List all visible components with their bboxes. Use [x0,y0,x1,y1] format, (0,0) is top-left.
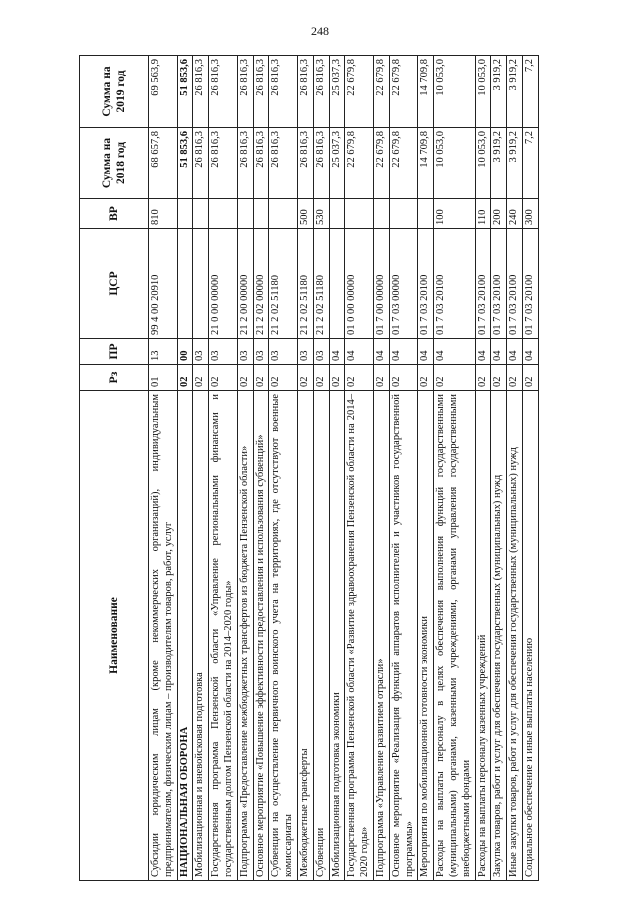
row-name: Субвенции на осуществление первичного воинского учета на территориях, где отсутствуют военные комиссариаты [269,391,298,881]
row-sum-2019: 51 853,6 [177,56,193,128]
row-vr: 110 [475,199,491,229]
header-rz: Рз [80,365,149,391]
row-vr: 100 [434,199,475,229]
rotated-table-container [79,56,591,881]
row-name: Расходы на выплаты персоналу в целях обеспечения выполнения функций государственными (муниципальными) органами, казенными учреждениями, органами управления государственными внебюджетными фондами [434,391,475,881]
row-pr: 03 [209,339,238,365]
table-row [313,56,329,881]
row-sum-2019: 14 709,8 [418,56,434,128]
row-pr: 04 [507,339,523,365]
row-csr: 21 2 02 51180 [269,229,298,339]
row-name: НАЦИОНАЛЬНАЯ ОБОРОНА [177,391,193,881]
row-vr [269,199,298,229]
row-name: Иные закупки товаров, работ и услуг для обеспечения государственных (муниципальных) нужд [507,391,523,881]
row-sum-2019: 26 816,3 [209,56,238,128]
row-sum-2019: 22 679,8 [345,56,374,128]
row-name: Подпрограмма «Управление развитием отрасли» [373,391,389,881]
row-rz: 02 [434,365,475,391]
row-rz: 02 [297,365,313,391]
row-name: Подпрограмма «Предоставление межбюджетных трансфертов из бюджета Пензенской области» [237,391,253,881]
table-row [177,56,193,881]
page-number: 248 [311,24,329,38]
row-vr [418,199,434,229]
header-name: Наименование [80,391,149,881]
row-rz: 02 [507,365,523,391]
table-row [209,56,238,881]
row-name: Мероприятия по мобилизационной готовности экономики [418,391,434,881]
row-vr: 200 [491,199,507,229]
row-vr [253,199,269,229]
table-row [269,56,298,881]
row-sum-2018: 22 679,8 [373,128,389,199]
row-vr: 240 [507,199,523,229]
row-csr: 21 0 00 00000 [209,229,238,339]
row-pr: 04 [345,339,374,365]
row-name: Субвенции [313,391,329,881]
row-vr [193,199,209,229]
budget-table [79,55,539,881]
row-sum-2018: 26 816,3 [209,128,238,199]
row-pr: 03 [269,339,298,365]
row-sum-2019: 26 816,3 [253,56,269,128]
row-csr: 01 0 00 00000 [345,229,374,339]
row-sum-2019: 22 679,8 [373,56,389,128]
row-csr: 01 7 03 20100 [491,229,507,339]
row-pr: 04 [522,339,538,365]
row-rz: 02 [177,365,193,391]
row-sum-2018: 3 919,2 [491,128,507,199]
row-sum-2019: 10 053,0 [475,56,491,128]
row-csr: 21 2 02 51180 [297,229,313,339]
row-name: Основное мероприятие «Повышение эффективности предоставления и использования субвенций» [253,391,269,881]
row-pr: 04 [418,339,434,365]
table-header-row [80,56,149,881]
row-pr: 00 [177,339,193,365]
table-row [297,56,313,881]
row-rz: 02 [418,365,434,391]
row-rz: 02 [269,365,298,391]
row-pr: 04 [434,339,475,365]
row-csr: 21 2 02 00000 [253,229,269,339]
row-csr [193,229,209,339]
table-row [237,56,253,881]
row-csr: 21 2 00 00000 [237,229,253,339]
row-sum-2019: 26 816,3 [269,56,298,128]
row-pr: 04 [491,339,507,365]
table-row [418,56,434,881]
row-rz: 02 [237,365,253,391]
row-vr: 300 [522,199,538,229]
row-rz: 02 [345,365,374,391]
row-pr: 04 [329,339,345,365]
row-sum-2018: 26 816,3 [297,128,313,199]
row-sum-2019: 26 816,3 [193,56,209,128]
table-row [149,56,178,881]
table-row [491,56,507,881]
row-rz: 02 [389,365,418,391]
row-name: Основное мероприятие «Реализация функций аппаратов исполнителей и участников государственной программы» [389,391,418,881]
row-pr: 04 [389,339,418,365]
row-vr [329,199,345,229]
row-sum-2019: 69 563,9 [149,56,178,128]
landscape-content [79,56,591,881]
row-csr: 01 7 03 20100 [507,229,523,339]
row-pr: 03 [313,339,329,365]
table-row [389,56,418,881]
row-name: Межбюджетные трансферты [297,391,313,881]
table-row [522,56,538,881]
row-name: Мобилизационная и вневойсковая подготовка [193,391,209,881]
header-csr: ЦСР [80,229,149,339]
row-sum-2018: 26 816,3 [253,128,269,199]
row-sum-2019: 26 816,3 [313,56,329,128]
row-pr: 04 [475,339,491,365]
row-name: Закупка товаров, работ и услуг для обеспечения государственных (муниципальных) нужд [491,391,507,881]
table-row [475,56,491,881]
row-sum-2018: 26 816,3 [313,128,329,199]
row-csr: 01 7 03 20100 [522,229,538,339]
table-row [253,56,269,881]
row-rz: 02 [253,365,269,391]
header-pr: ПР [80,339,149,365]
row-rz: 02 [373,365,389,391]
row-sum-2019: 10 053,0 [434,56,475,128]
row-sum-2018: 3 919,2 [507,128,523,199]
row-sum-2019: 26 816,3 [297,56,313,128]
row-vr: 530 [313,199,329,229]
row-rz: 01 [149,365,178,391]
header-vr: ВР [80,199,149,229]
row-pr: 03 [297,339,313,365]
row-csr: 01 7 03 20100 [434,229,475,339]
row-vr: 500 [297,199,313,229]
row-pr: 03 [237,339,253,365]
header-sum-2018: Сумма на 2018 год [80,128,149,199]
row-sum-2018: 25 037,3 [329,128,345,199]
row-name: Государственная программа Пензенской области «Развитие здравоохранения Пензенской области на 2014–2020 годы» [345,391,374,881]
row-csr: 01 7 03 20100 [475,229,491,339]
row-csr [177,229,193,339]
row-sum-2019: 22 679,8 [389,56,418,128]
row-sum-2018: 26 816,3 [269,128,298,199]
row-name: Субсидии юридическим лицам (кроме некоммерческих организаций), индивидуальным предпринимателям, физическим лицам – производителям товаров, работ, услуг [149,391,178,881]
row-sum-2019: 26 816,3 [237,56,253,128]
row-vr [373,199,389,229]
row-rz: 02 [522,365,538,391]
row-vr [389,199,418,229]
row-sum-2018: 10 053,0 [475,128,491,199]
row-pr: 13 [149,339,178,365]
row-vr: 810 [149,199,178,229]
row-name: Государственная программа Пензенской области «Управление региональными финансами и государственным долгом Пензенской области на 2014–2020 годы» [209,391,238,881]
row-name: Мобилизационная подготовка экономики [329,391,345,881]
row-sum-2018: 22 679,8 [389,128,418,199]
row-sum-2019: 3 919,2 [507,56,523,128]
row-rz: 02 [329,365,345,391]
row-sum-2018: 7,2 [522,128,538,199]
row-sum-2018: 26 816,3 [237,128,253,199]
row-rz: 02 [313,365,329,391]
row-sum-2018: 22 679,8 [345,128,374,199]
row-csr: 01 7 00 00000 [373,229,389,339]
row-vr [177,199,193,229]
row-sum-2018: 10 053,0 [434,128,475,199]
table-row [193,56,209,881]
row-sum-2018: 26 816,3 [193,128,209,199]
row-rz: 02 [491,365,507,391]
row-name: Социальное обеспечение и иные выплаты населению [522,391,538,881]
row-pr: 03 [253,339,269,365]
row-sum-2018: 14 709,8 [418,128,434,199]
row-name: Расходы на выплаты персоналу казенных учреждений [475,391,491,881]
row-rz: 02 [209,365,238,391]
table-row [507,56,523,881]
table-body [149,56,539,881]
row-rz: 02 [193,365,209,391]
row-sum-2019: 3 919,2 [491,56,507,128]
table-row [434,56,475,881]
table-row [373,56,389,881]
row-sum-2018: 51 853,6 [177,128,193,199]
row-vr [237,199,253,229]
row-sum-2019: 7,2 [522,56,538,128]
table-row [329,56,345,881]
row-rz: 02 [475,365,491,391]
header-sum-2019: Сумма на 2019 год [80,56,149,128]
row-vr [209,199,238,229]
row-sum-2019: 25 037,3 [329,56,345,128]
row-pr: 04 [373,339,389,365]
row-pr: 03 [193,339,209,365]
row-csr: 21 2 02 51180 [313,229,329,339]
row-vr [345,199,374,229]
row-csr [329,229,345,339]
row-csr: 01 7 03 20100 [418,229,434,339]
table-row [345,56,374,881]
row-csr: 99 4 00 20910 [149,229,178,339]
row-csr: 01 7 03 00000 [389,229,418,339]
row-sum-2018: 68 657,8 [149,128,178,199]
